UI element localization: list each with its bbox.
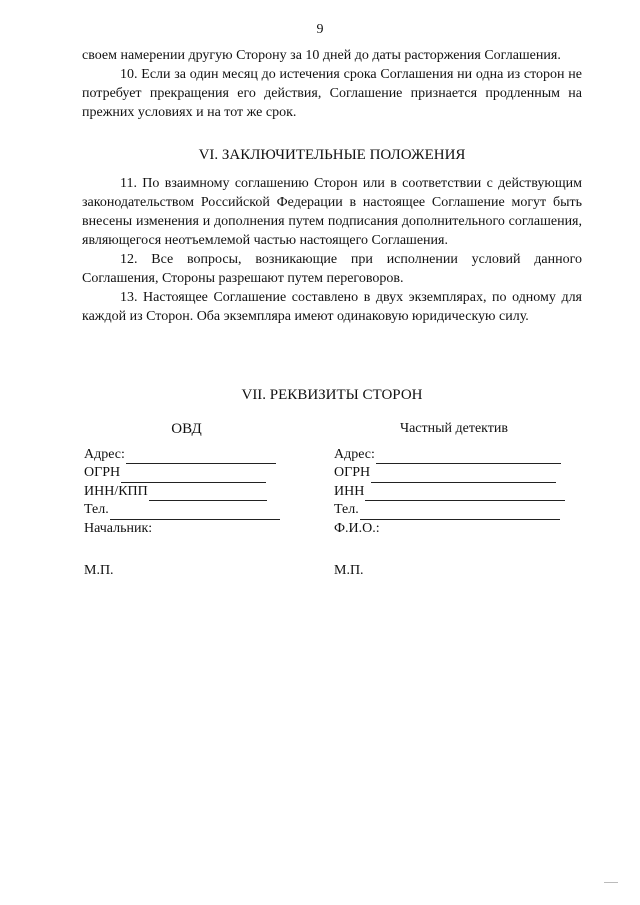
- section-7-title: VII. РЕКВИЗИТЫ СТОРОН: [241, 387, 423, 403]
- paragraph-13: 13. Настоящее Соглашение составлено в двух экземплярах, по одному для каждой из Сторон. Оба экземпляра имеют одинаковую юридическую силу.: [82, 290, 582, 324]
- right-party-title: Частный детектив: [399, 421, 509, 436]
- fill-line: [371, 469, 556, 483]
- left-stamp-place: М.П.: [84, 563, 114, 578]
- top-paragraphs: [82, 46, 582, 122]
- left-field-phone: [84, 501, 289, 520]
- right-signatory: [334, 520, 574, 539]
- paragraph-12: 12. Все вопросы, возникающие при исполнении условий данного Соглашения, Стороны разрешают путем переговоров.: [82, 252, 582, 286]
- right-field-address: [334, 446, 574, 465]
- field-label: ОГРН: [334, 465, 371, 480]
- fill-line: [365, 487, 565, 501]
- right-party-requisites: [334, 420, 574, 581]
- field-label: ОГРН: [84, 465, 121, 480]
- left-party-requisites: [84, 420, 289, 581]
- paragraph-continuation: своем намерении другую Сторону за 10 дней до даты расторжения Соглашения.: [82, 48, 561, 63]
- page-number: 9: [316, 22, 324, 37]
- field-label: Тел.: [334, 502, 359, 517]
- scan-corner-mark: [604, 882, 618, 883]
- field-label: Адрес:: [334, 446, 375, 462]
- left-signatory: [84, 520, 289, 539]
- fill-line: [149, 487, 267, 501]
- paragraph-11: 11. По взаимному соглашению Сторон или в соответствии с действующим законодательством Российской Федерации в настоящее Соглашение могут быть внесены изменения и дополнения путем подписания дополнительного соглашения, являющегося неотъемлемой частью настоящего Соглашения.: [82, 176, 582, 248]
- fill-line: [121, 469, 266, 483]
- left-party-title: ОВД: [171, 421, 202, 437]
- field-label: ИНН/КПП: [84, 483, 148, 499]
- field-label: Тел.: [84, 502, 109, 517]
- left-field-inn-kpp: [84, 483, 289, 502]
- fill-line: [360, 506, 560, 520]
- field-label: Адрес:: [84, 446, 125, 462]
- signatory-label: Начальник:: [84, 520, 153, 536]
- right-field-inn: [334, 483, 574, 502]
- field-label: ИНН: [334, 483, 365, 499]
- left-field-address: [84, 446, 289, 465]
- section-6-paragraphs: [82, 174, 582, 326]
- left-field-ogrn: [84, 464, 289, 483]
- right-field-ogrn: [334, 464, 574, 483]
- signatory-label: Ф.И.О.:: [334, 520, 380, 536]
- fill-line: [376, 450, 561, 464]
- right-stamp-place: М.П.: [334, 563, 364, 578]
- paragraph-10: 10. Если за один месяц до истечения срока Соглашения ни одна из сторон не потребует прекращения его действия, Соглашение признается продленным на прежних условиях и на тот же срок.: [82, 67, 582, 120]
- fill-line: [110, 506, 280, 520]
- right-field-phone: [334, 501, 574, 520]
- section-6-title: VI. ЗАКЛЮЧИТЕЛЬНЫЕ ПОЛОЖЕНИЯ: [198, 147, 466, 163]
- fill-line: [126, 450, 276, 464]
